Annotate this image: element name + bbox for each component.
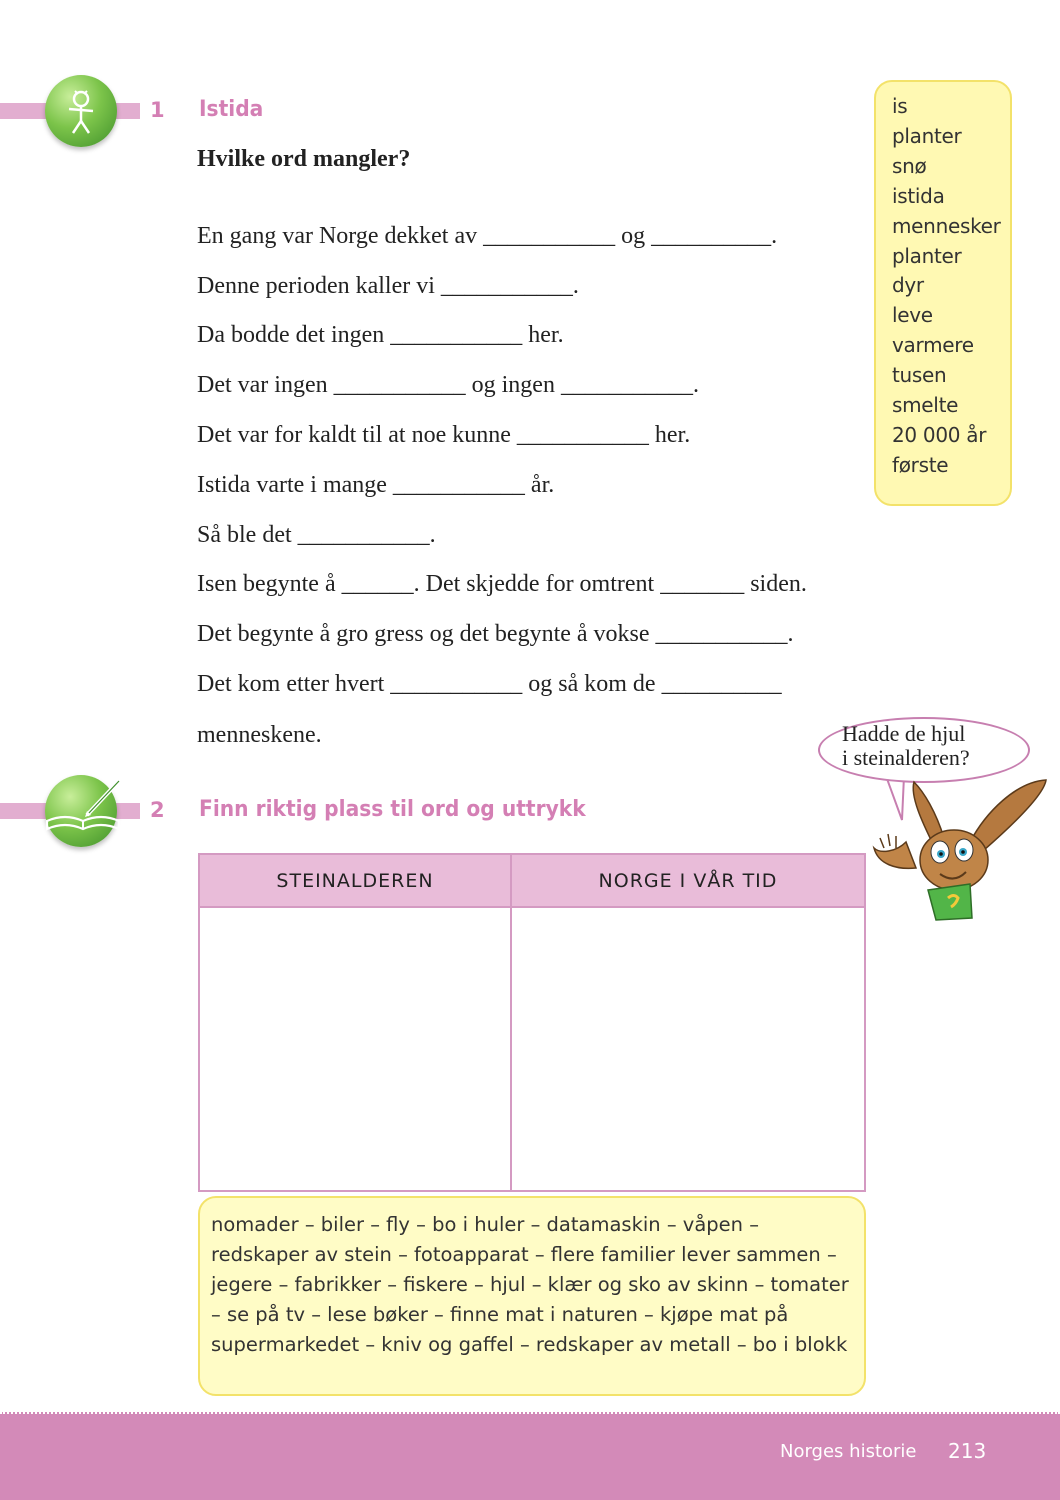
fill-line-1: En gang var Norge dekket av ___________ og __________.	[197, 223, 778, 249]
sorting-table	[198, 853, 866, 1192]
word-bank-item: planter	[892, 123, 962, 148]
speech-bubble-line1: Hadde de hjul	[842, 721, 966, 746]
section1-number: 1	[150, 98, 165, 122]
word-bank-item: varmere	[892, 333, 974, 358]
fill-line-10: Det kom etter hvert ___________ og så kom de __________	[197, 671, 782, 697]
word-bank-item: 20 000 år	[892, 422, 987, 447]
section1-badge	[45, 75, 117, 147]
fill-line-2: Denne perioden kaller vi ___________.	[197, 273, 579, 299]
section1-heading: Istida	[199, 97, 264, 122]
speech-bubble-text	[842, 722, 970, 770]
fill-line-9: Det begynte å gro gress og det begynte å vokse ___________.	[197, 621, 794, 647]
word-bank-item: leve	[892, 303, 933, 328]
word-bank-item: istida	[892, 183, 945, 208]
fill-line-6: Istida varte i mange ___________ år.	[197, 472, 555, 498]
word-bank-item: is	[892, 94, 908, 118]
word-bank	[874, 80, 1012, 506]
word-bank-item: tusen	[892, 363, 947, 388]
rabbit-mascot-icon	[866, 772, 1056, 922]
fill-line-5: Det var for kaldt til at noe kunne ___________ her.	[197, 422, 691, 448]
word-bank-item: smelte	[892, 393, 959, 418]
column-header-norge-i-var-tid: NORGE I VÅR TID	[511, 854, 865, 907]
section2-badge	[45, 775, 117, 847]
section2-heading: Finn riktig plass til ord og uttrykk	[199, 797, 586, 822]
steinalderen-answer-cell[interactable]	[199, 907, 511, 1191]
section1-instruction: Hvilke ord mangler?	[197, 146, 411, 172]
word-list-text: nomader – biler – fly – bo i huler – datamaskin – våpen – redskaper av stein – fotoapparat – flere familier lever sammen – jegere – fabrikker – fiskere – hjul – klær og sko av skinn – tomater – se på tv – lese bøker – finne mat i naturen – kjøpe mat på supermarkedet – kniv og gaffel – redskaper av metall – bo i blokk	[211, 1213, 849, 1356]
fill-line-11: menneskene.	[197, 722, 322, 748]
column-header-steinalderen: STEINALDEREN	[199, 854, 511, 907]
section2-number: 2	[150, 798, 165, 822]
word-list-box	[198, 1196, 866, 1396]
fill-line-4: Det var ingen ___________ og ingen ___________.	[197, 372, 699, 398]
word-bank-item: snø	[892, 153, 927, 178]
word-bank-item: dyr	[892, 273, 924, 298]
speech-bubble-line2: i steinalderen?	[842, 745, 970, 770]
footer-page-number: 213	[948, 1439, 987, 1463]
norge-i-var-tid-answer-cell[interactable]	[511, 907, 865, 1191]
book-pencil-icon	[39, 775, 129, 847]
word-bank-item: planter	[892, 243, 962, 268]
word-bank-item: mennesker	[892, 213, 1001, 238]
word-bank-item: første	[892, 452, 949, 477]
fill-line-3: Da bodde det ingen ___________ her.	[197, 322, 564, 348]
child-figure-icon	[45, 75, 117, 147]
fill-line-8: Isen begynte å ______. Det skjedde for omtrent _______ siden.	[197, 571, 807, 597]
footer-book-title: Norges historie	[780, 1441, 917, 1462]
fill-line-7: Så ble det ___________.	[197, 522, 436, 548]
